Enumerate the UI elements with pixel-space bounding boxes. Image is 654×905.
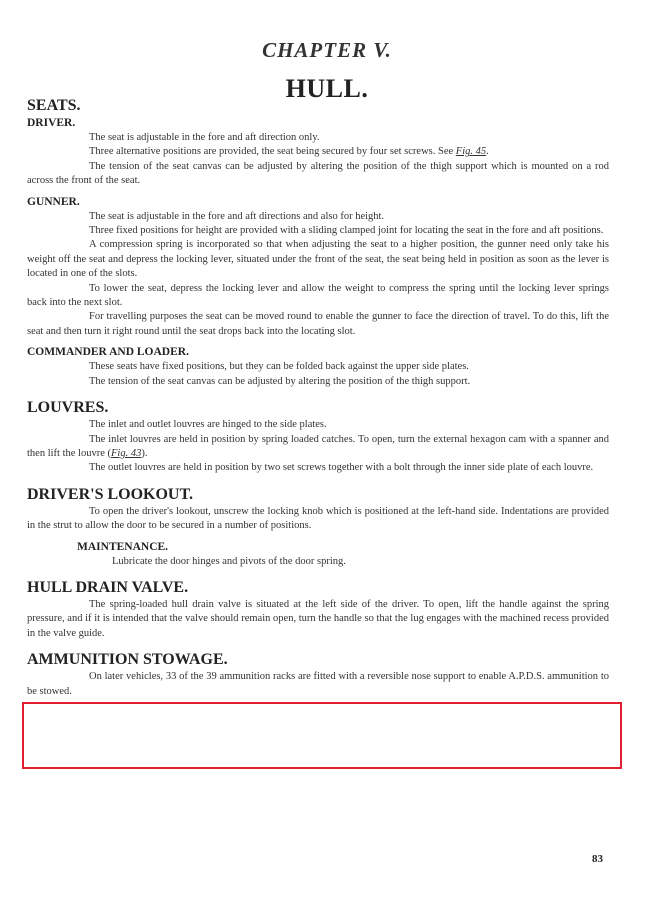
paragraph: The seat is adjustable in the fore and aft direction only. <box>89 132 320 143</box>
section-heading-louvres: LOUVRES. <box>27 399 109 417</box>
paragraph-text: Three alternative positions are provided, the seat being secured by four set screws. See <box>89 146 456 158</box>
paragraph: For travelling purposes the seat can be moved round to enable the gunner to face the direction of travel. To do this, lift the seat and then turn it right round until the seat drops back into the locating slot. <box>27 311 609 337</box>
paragraph-text: ). <box>141 447 148 459</box>
paragraph-text: The inlet louvres are held in position by spring loaded catches. To open, turn the external hexagon cam with a spanner and then lift the louvre ( <box>27 433 609 459</box>
document-body <box>27 96 609 699</box>
paragraph: Three fixed positions for height are provided with a sliding clamped joint for locating the seat in the fore and aft positions. <box>89 225 604 237</box>
paragraph: Lubricate the door hinges and pivots of the door spring. <box>112 555 346 567</box>
section-heading-drain-valve: HULL DRAIN VALVE. <box>27 578 189 596</box>
paragraph: To lower the seat, depress the locking lever and allow the weight to compress the spring until the locking lever springs back into the next slot. <box>27 282 609 309</box>
section-heading-seats: SEATS. <box>27 97 81 114</box>
paragraph: The spring-loaded hull drain valve is situated at the left side of the driver. To open, lift the handle against the spring pressure, and if it is intended that the valve should remain open, turn the handle so that the lug engages with the machined recess provided in the valve guide. <box>27 598 609 639</box>
paragraph: To open the driver's lookout, unscrew the locking knob which is positioned at the left-hand side. Indentations are provided in the strut to allow the door to be secured in a number of positions. <box>27 505 609 532</box>
paragraph: The inlet and outlet louvres are hinged to the side plates. <box>89 419 327 431</box>
figure-link-45[interactable]: Fig. 45 <box>455 146 487 158</box>
paragraph: These seats have fixed positions, but they can be folded back against the upper side plates. <box>89 361 469 373</box>
chapter-title: CHAPTER V. <box>262 38 392 62</box>
maintenance-block <box>27 540 609 569</box>
highlight-box <box>22 702 622 769</box>
paragraph <box>27 145 609 159</box>
subheading-driver: DRIVER. <box>27 117 76 129</box>
paragraph-text: . <box>486 146 489 158</box>
figure-link-43[interactable]: Fig. 43 <box>110 447 142 459</box>
paragraph: The tension of the seat canvas can be adjusted by altering the position of the thigh support which is mounted on a rod across the front of the seat. <box>27 160 609 187</box>
page-number: 83 <box>592 853 603 865</box>
subheading-commander-loader: COMMANDER AND LOADER. <box>27 346 189 359</box>
paragraph: A compression spring is incorporated so that when adjusting the seat to a higher position, the gunner need only take his weight off the seat and depress the locking lever, situated under the front of the seat, the seat being held in position as soon as the lever is located in one of the slots. <box>27 239 609 280</box>
paragraph: The tension of the seat canvas can be adjusted by altering the position of the thigh support. <box>89 375 471 387</box>
paragraph <box>27 433 609 462</box>
paragraph: The seat is adjustable in the fore and aft directions and also for height. <box>89 210 385 222</box>
subheading-gunner: GUNNER. <box>27 195 80 208</box>
subheading-maintenance: MAINTENANCE. <box>77 540 169 553</box>
paragraph: The outlet louvres are held in position by two set screws together with a bolt through the inner side plate of each louvre. <box>89 462 594 474</box>
page-title: HULL. <box>285 74 369 103</box>
section-heading-lookout: DRIVER'S LOOKOUT. <box>27 485 193 503</box>
section-heading-ammunition: AMMUNITION STOWAGE. <box>27 651 228 669</box>
paragraph: On later vehicles, 33 of the 39 ammunition racks are fitted with a reversible nose support to enable A.P.D.S. ammunition to be stowed. <box>27 671 609 697</box>
